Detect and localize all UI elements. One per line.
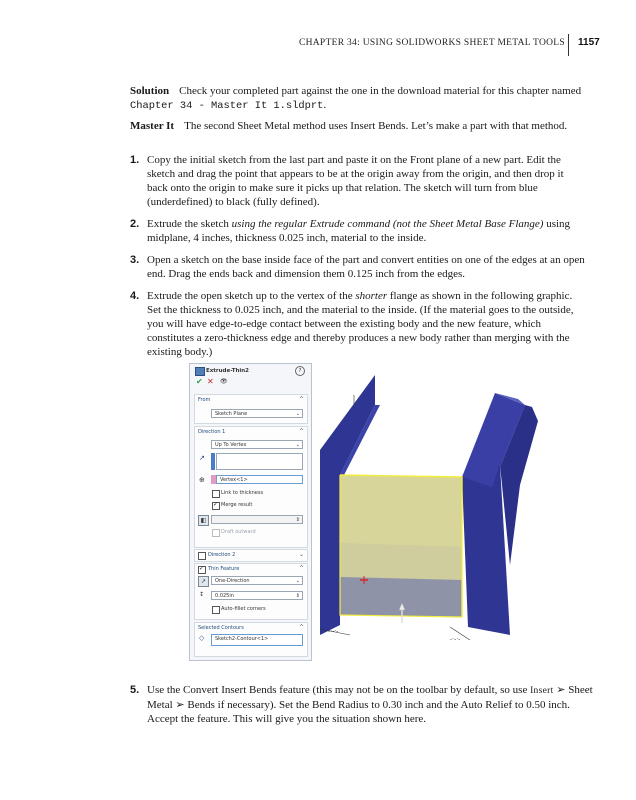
thin-type-select[interactable] bbox=[211, 576, 303, 585]
chevron-down-icon: ⌄ bbox=[295, 442, 300, 448]
chevron-down-icon: ⌄ bbox=[295, 578, 300, 584]
step-text: Open a sketch on the base inside face of the part and convert entities on one of the edges at an open end. Drag the ends back and dimension them 0.125 inch from the edges. bbox=[147, 254, 585, 280]
contour-icon: ◇ bbox=[199, 634, 205, 642]
selected-contours-section bbox=[194, 622, 308, 657]
dimension-tick-left: -·-·- bbox=[328, 628, 339, 635]
link-to-thickness-label: Link to thickness bbox=[221, 490, 264, 496]
solution-text: Check your completed part against the one in the download material for this chapter named bbox=[179, 85, 582, 97]
menu-path-sheet-metal: Sheet Metal bbox=[147, 684, 593, 711]
step-text: Copy the initial sketch from the last part and paste it on the Front plane of a new part. Edit the sketch and drag the point that appears to be at the origin away from the origin, and then drop it back onto the origin to make sure it picks up that relation. The sketch will turn from blue (underdefined) to black (fully defined). bbox=[147, 154, 564, 208]
direction2-section bbox=[194, 549, 308, 562]
menu-separator: ➢ bbox=[172, 699, 188, 711]
reverse-direction-icon[interactable]: ↗ bbox=[199, 454, 205, 462]
step-number: 2. bbox=[130, 218, 140, 230]
step-5 bbox=[130, 683, 603, 726]
direction1-label: Direction 1 bbox=[198, 429, 226, 435]
step-3 bbox=[130, 253, 586, 281]
step-number: 1. bbox=[130, 154, 140, 166]
menu-path-bends: Bends bbox=[187, 699, 215, 711]
step-text: Use the Convert Insert Bends feature (this may not be on the toolbar by default, so use bbox=[147, 684, 531, 696]
direction1-section bbox=[194, 426, 308, 548]
collapse-chevron-icon[interactable]: ^ bbox=[298, 565, 304, 572]
vertex-selection-box[interactable] bbox=[216, 475, 303, 484]
from-section bbox=[194, 394, 308, 424]
cancel-x-icon[interactable]: ✕ bbox=[207, 377, 214, 386]
thin-type-value: One-Direction bbox=[215, 578, 250, 584]
sheet-metal-part-graphic bbox=[310, 365, 560, 655]
collapse-chevron-icon[interactable]: ^ bbox=[298, 396, 304, 403]
direction2-label: Direction 2 bbox=[208, 552, 236, 558]
solution-text-end: . bbox=[323, 99, 327, 111]
running-head bbox=[0, 34, 636, 54]
thickness-icon: ↕ bbox=[199, 591, 205, 598]
dimension-tick-right: -·-·- bbox=[450, 636, 461, 643]
draft-outward-label: Draft outward bbox=[221, 529, 256, 535]
draft-outward-checkbox[interactable] bbox=[212, 529, 220, 537]
step-text-italic: using the regular Extrude command (not the Sheet Metal Base Flange) bbox=[231, 218, 544, 230]
end-condition-value: Up To Vertex bbox=[215, 442, 247, 448]
master-it-label: Master It bbox=[130, 120, 175, 132]
auto-fillet-label: Auto-fillet corners bbox=[221, 606, 266, 612]
end-condition-select[interactable] bbox=[211, 440, 303, 449]
spin-arrows-icon[interactable]: ⇕ bbox=[295, 517, 300, 523]
vertex-icon: ⊕ bbox=[199, 476, 205, 484]
step-1 bbox=[130, 153, 586, 209]
reverse-thin-direction-icon[interactable]: ↗ bbox=[198, 576, 209, 587]
step-text: flange as shown in the following graphic. Set the thickness to 0.025 inch, and the material to the inside. (If the material goes to the outside, you will have edge-to-edge contact between the existing body and the new feature, which constitutes a zero-thickness edge and thereby produces a new body rather than merging with the existing body.) bbox=[147, 290, 574, 358]
preview-eye-icon[interactable]: 👁 bbox=[220, 378, 228, 385]
draft-angle-input[interactable] bbox=[211, 515, 303, 524]
from-select-value: Sketch Plane bbox=[215, 411, 248, 417]
steps-list bbox=[130, 153, 586, 367]
solution-paragraph bbox=[130, 84, 586, 113]
extrude-feature-icon bbox=[195, 367, 205, 376]
step-text: Extrude the open sketch up to the vertex of the bbox=[147, 290, 356, 302]
master-it-text: The second Sheet Metal method uses Insert Bends. Let’s make a part with that method. bbox=[184, 120, 568, 132]
step-text: Extrude the sketch bbox=[147, 218, 232, 230]
direction-selection-box[interactable] bbox=[216, 453, 303, 470]
header-rule bbox=[568, 34, 569, 56]
contour-selection-box[interactable] bbox=[211, 634, 303, 646]
extrude-thin-property-manager bbox=[189, 363, 312, 661]
master-it-paragraph bbox=[130, 119, 586, 133]
step-text-italic: shorter bbox=[355, 290, 388, 302]
contour-value: Sketch2-Contour<1> bbox=[215, 636, 269, 642]
draft-on-off-icon[interactable]: ◧ bbox=[198, 515, 209, 526]
auto-fillet-checkbox[interactable] bbox=[212, 606, 220, 614]
pm-title: Extrude-Thin2 bbox=[206, 368, 249, 374]
menu-separator: ➢ bbox=[553, 684, 569, 696]
chapter-title: CHAPTER 34: USING SOLIDWORKS SHEET METAL TOOLS bbox=[298, 38, 565, 48]
chevron-down-icon: ⌄ bbox=[295, 411, 300, 417]
step-text: if necessary). Set the Bend Radius to 0.30 inch and the Auto Relief to 0.50 inch. Accept the feature. This will give you the situation shown here. bbox=[147, 699, 570, 725]
spin-arrows-icon[interactable]: ⇕ bbox=[295, 593, 300, 599]
thickness-value: 0.025in bbox=[215, 593, 234, 599]
thin-feature-section bbox=[194, 563, 308, 620]
thickness-input[interactable] bbox=[211, 591, 303, 600]
direction-selection-marker bbox=[211, 453, 215, 470]
step-number: 5. bbox=[130, 684, 140, 696]
step-number: 4. bbox=[130, 290, 140, 302]
step-number: 3. bbox=[130, 254, 140, 266]
step-4 bbox=[130, 289, 586, 359]
step-text: using midplane, 4 inches, thickness 0.025 inch, material to the inside. bbox=[147, 218, 571, 244]
step-2 bbox=[130, 217, 586, 245]
selected-contours-label: Selected Contours bbox=[198, 625, 244, 631]
thin-feature-checkbox[interactable] bbox=[198, 566, 206, 574]
vertex-value: Vertex<1> bbox=[220, 477, 248, 483]
solution-filename: Chapter 34 - Master It 1.sldprt bbox=[130, 100, 324, 112]
thin-feature-label: Thin Feature bbox=[208, 566, 240, 572]
ok-check-icon[interactable]: ✔ bbox=[196, 377, 203, 386]
from-select[interactable] bbox=[211, 409, 303, 418]
merge-result-label: Merge result bbox=[221, 502, 253, 508]
direction2-checkbox[interactable] bbox=[198, 552, 206, 560]
help-icon[interactable]: ? bbox=[295, 366, 305, 376]
floor-shade bbox=[340, 577, 462, 617]
solution-label: Solution bbox=[130, 85, 170, 97]
collapse-chevron-icon[interactable]: ^ bbox=[298, 428, 304, 435]
from-label: From bbox=[198, 397, 211, 403]
expand-chevron-icon[interactable]: ⌄ bbox=[298, 551, 304, 558]
page-number: 1157 bbox=[578, 37, 600, 48]
merge-result-checkbox[interactable] bbox=[212, 502, 220, 510]
collapse-chevron-icon[interactable]: ^ bbox=[298, 624, 304, 631]
link-to-thickness-checkbox[interactable] bbox=[212, 490, 220, 498]
menu-path-insert: Insert bbox=[530, 686, 554, 696]
